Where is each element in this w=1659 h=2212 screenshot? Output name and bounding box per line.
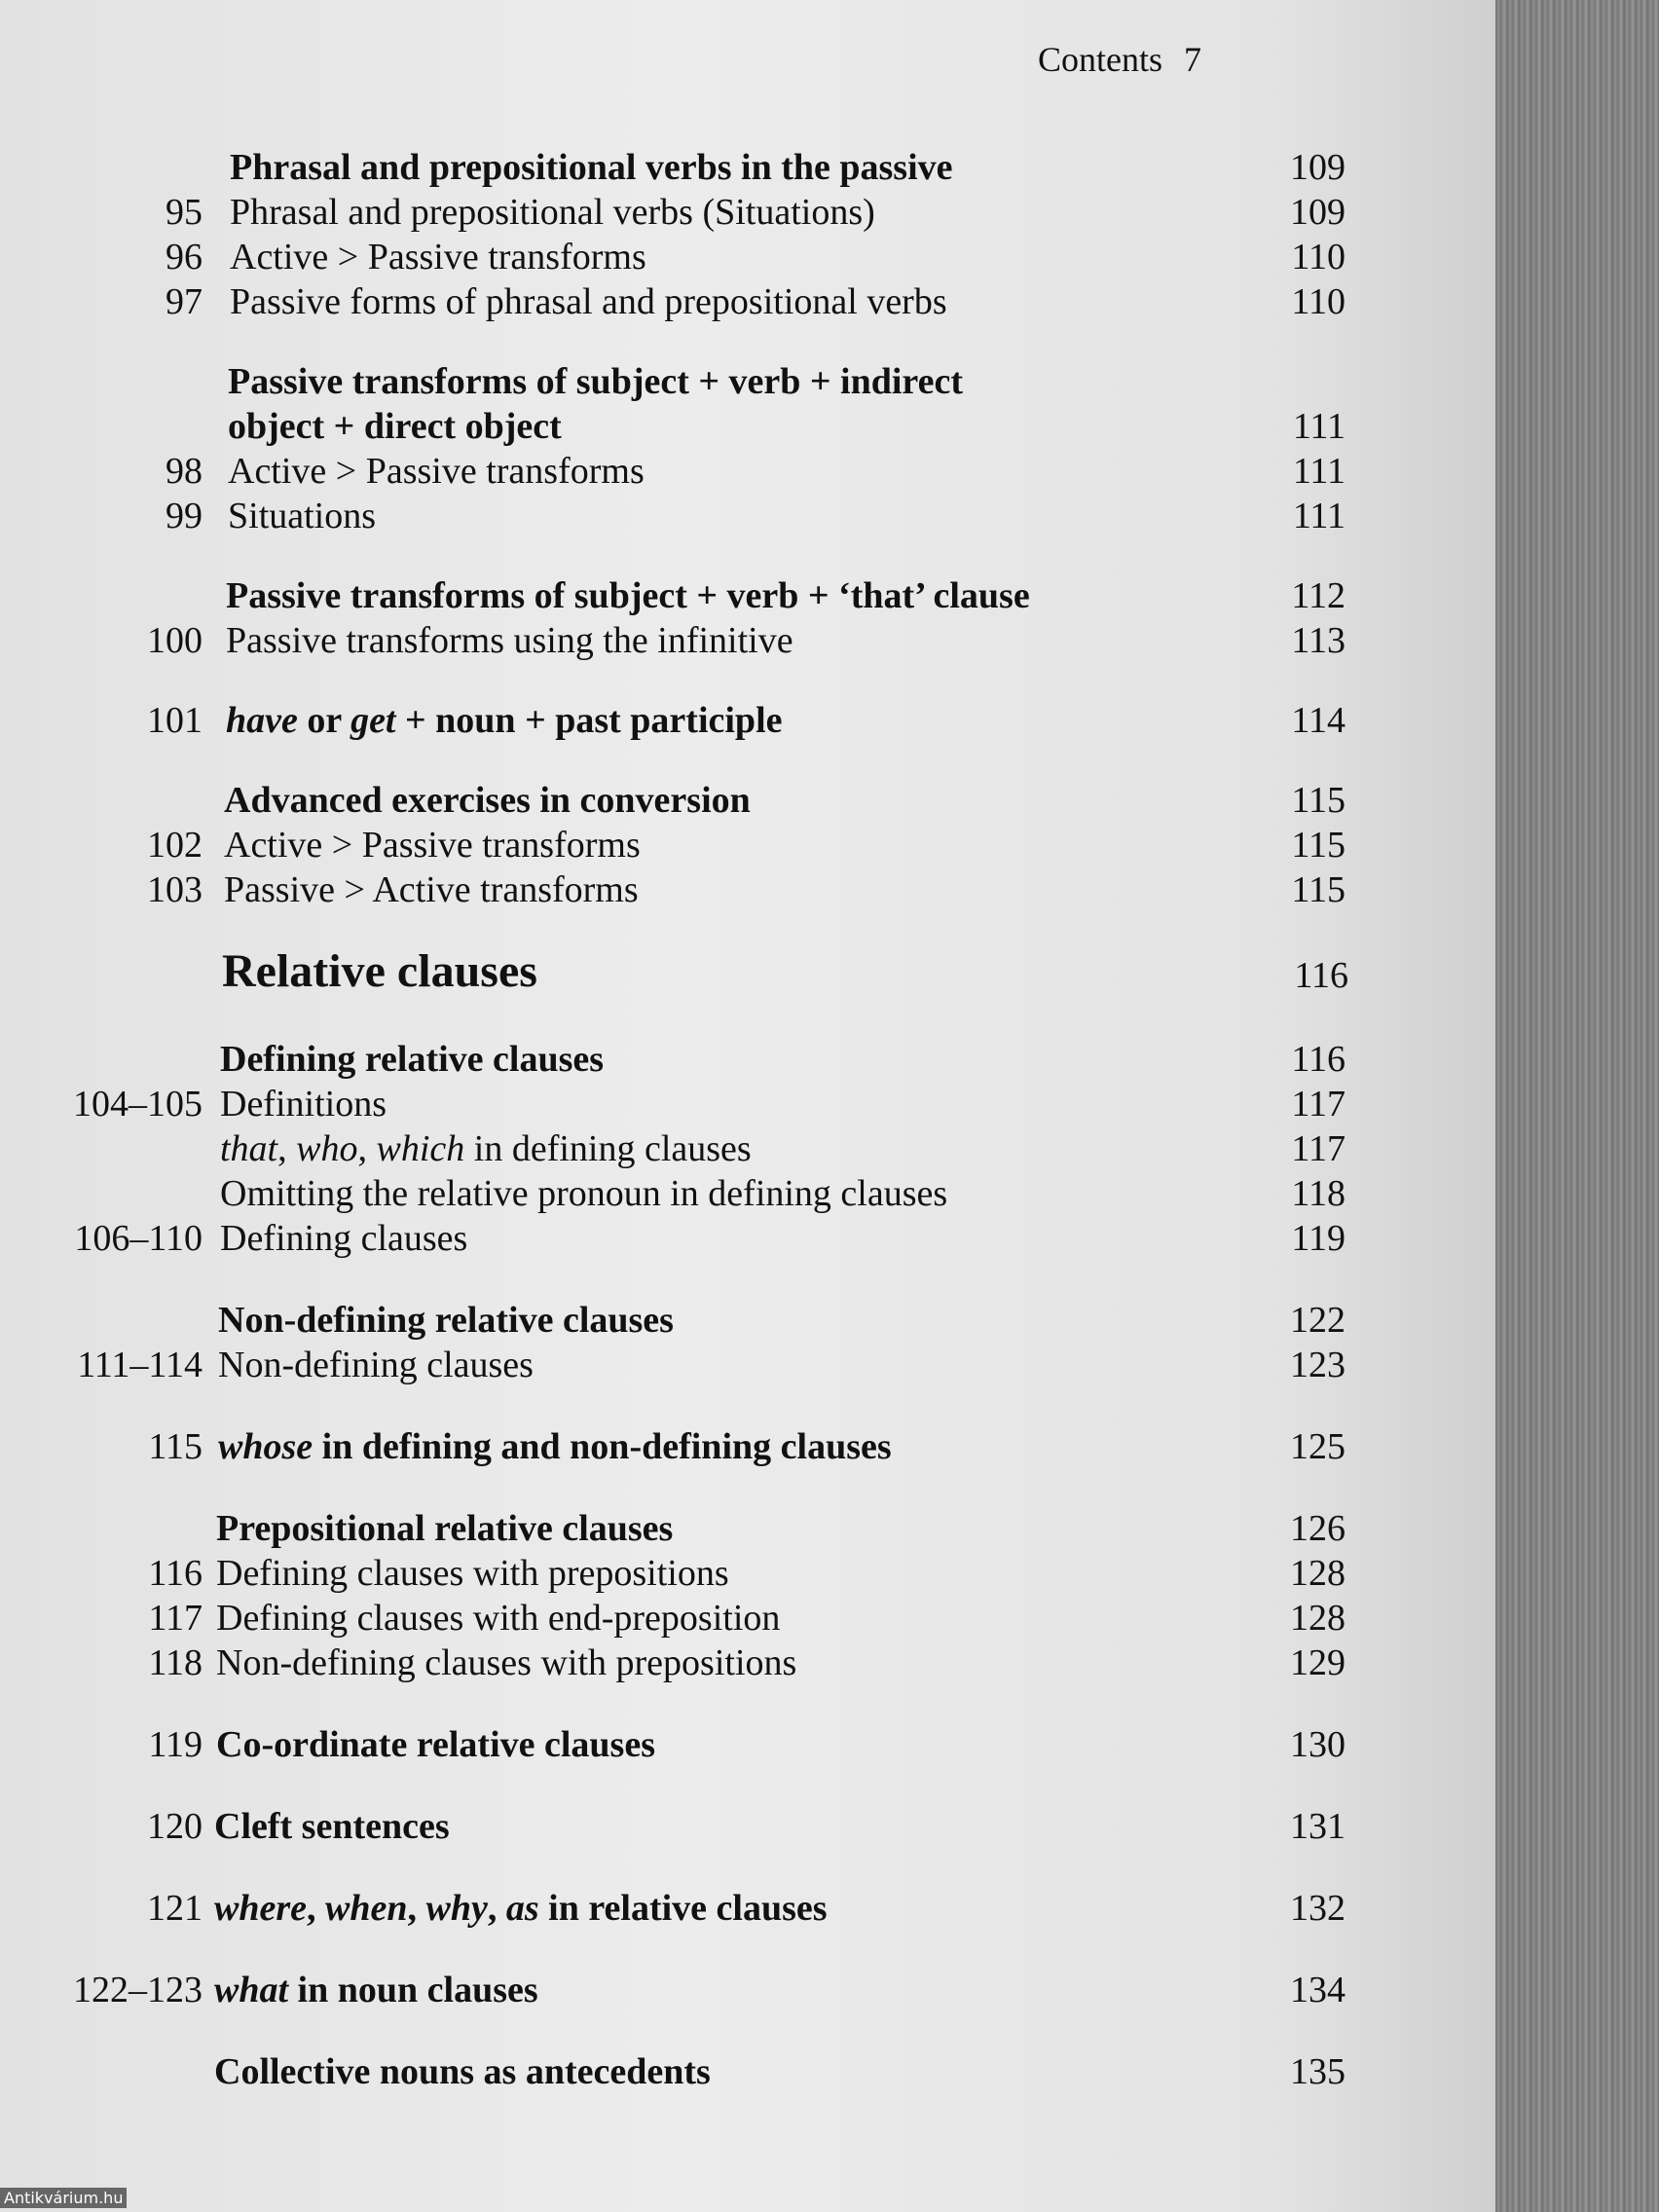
page-number: 115 xyxy=(1291,825,1346,866)
toc-entry xyxy=(0,1038,1353,1085)
exercise-number: 106–110 xyxy=(74,1218,203,1259)
toc-entry xyxy=(0,1552,1353,1599)
entry-title: Omitting the relative pronoun in defining clauses xyxy=(220,1173,948,1214)
page-number: 116 xyxy=(1291,1039,1346,1080)
page-number: 118 xyxy=(1291,1173,1346,1214)
page-number: 125 xyxy=(1290,1426,1346,1467)
entry-title: that, who, which in defining clauses xyxy=(220,1128,752,1169)
page-number: 111 xyxy=(1292,451,1346,492)
entry-title: Active > Passive transforms xyxy=(230,237,646,277)
entry-title: where, when, why, as in relative clauses xyxy=(214,1888,828,1929)
exercise-number: 119 xyxy=(148,1724,203,1765)
page-number: 109 xyxy=(1290,147,1346,188)
page-number: 130 xyxy=(1290,1724,1346,1765)
page-number: 110 xyxy=(1291,281,1346,322)
toc-entry xyxy=(0,699,1353,746)
toc-entry xyxy=(0,1507,1353,1554)
exercise-number: 97 xyxy=(166,281,203,322)
page-number: 111 xyxy=(1292,496,1346,536)
toc-entry xyxy=(0,1805,1353,1852)
toc-entry xyxy=(0,1597,1353,1643)
exercise-number: 103 xyxy=(147,869,203,910)
toc-entry xyxy=(0,146,1353,193)
toc-entry xyxy=(0,405,1353,452)
page-number: 129 xyxy=(1290,1642,1346,1683)
toc-entry xyxy=(0,868,1353,915)
toc-entry xyxy=(0,1217,1353,1264)
page-number: 123 xyxy=(1290,1345,1346,1385)
exercise-number: 120 xyxy=(147,1806,203,1847)
entry-title: Passive transforms using the infinitive xyxy=(226,620,793,661)
page-number: 115 xyxy=(1291,869,1346,910)
entry-title: Active > Passive transforms xyxy=(228,451,645,492)
exercise-number: 111–114 xyxy=(77,1345,203,1385)
toc-entry xyxy=(0,2050,1353,2097)
entry-title: Relative clauses xyxy=(222,945,537,997)
entry-title: have or get + noun + past participle xyxy=(226,700,783,741)
page-number: 128 xyxy=(1290,1598,1346,1639)
toc-entry xyxy=(0,574,1353,621)
page-number: 109 xyxy=(1290,192,1346,233)
entry-title: Cleft sentences xyxy=(214,1806,450,1847)
entry-title: Situations xyxy=(228,496,377,536)
exercise-number: 122–123 xyxy=(73,1970,203,2010)
toc-entry xyxy=(0,619,1353,666)
page-edge xyxy=(1495,0,1659,2212)
page-number: 117 xyxy=(1291,1084,1346,1124)
entry-title: Definitions xyxy=(220,1084,387,1124)
exercise-number: 104–105 xyxy=(73,1084,203,1124)
entry-title: Passive transforms of subject + verb + indirect xyxy=(228,361,963,402)
exercise-number: 100 xyxy=(147,620,203,661)
exercise-number: 95 xyxy=(166,192,203,233)
entry-title: Passive transforms of subject + verb + ‘that’ clause xyxy=(226,575,1030,616)
entry-title: Advanced exercises in conversion xyxy=(224,780,751,821)
toc-entry xyxy=(0,1299,1353,1346)
toc-entry xyxy=(0,236,1353,282)
toc-entry xyxy=(0,1969,1353,2015)
toc-entry xyxy=(0,945,1353,997)
toc-entry xyxy=(0,779,1353,826)
entry-title: Defining clauses with prepositions xyxy=(216,1553,729,1594)
toc-entry xyxy=(0,360,1353,407)
page-number: 122 xyxy=(1290,1300,1346,1341)
entry-title: Prepositional relative clauses xyxy=(216,1508,674,1549)
entry-title: Defining clauses with end-preposition xyxy=(216,1598,781,1639)
entry-title: object + direct object xyxy=(228,406,562,447)
toc-entry xyxy=(0,1127,1353,1174)
watermark: Antikvárium.hu xyxy=(0,2188,127,2208)
page-number: 111 xyxy=(1292,406,1346,447)
exercise-number: 98 xyxy=(166,451,203,492)
exercise-number: 117 xyxy=(148,1598,203,1639)
entry-title: Non-defining clauses xyxy=(218,1345,534,1385)
toc-entry xyxy=(0,1641,1353,1688)
exercise-number: 102 xyxy=(147,825,203,866)
toc-entry xyxy=(0,191,1353,238)
entry-title: Non-defining clauses with prepositions xyxy=(216,1642,797,1683)
entry-title: Defining clauses xyxy=(220,1218,468,1259)
toc-entry xyxy=(0,1344,1353,1390)
toc-entry xyxy=(0,824,1353,870)
entry-title: Phrasal and prepositional verbs (Situations) xyxy=(230,192,875,233)
running-header xyxy=(1038,39,1201,80)
toc-entry xyxy=(0,1887,1353,1934)
page-number: 114 xyxy=(1291,700,1346,741)
entry-title: Passive > Active transforms xyxy=(224,869,639,910)
toc-entry xyxy=(0,1425,1353,1472)
page-number: 134 xyxy=(1290,1970,1346,2010)
entry-title: Collective nouns as antecedents xyxy=(214,2051,711,2092)
page-number: 113 xyxy=(1291,620,1346,661)
exercise-number: 121 xyxy=(147,1888,203,1929)
toc-entry xyxy=(0,495,1353,541)
page-number: 131 xyxy=(1290,1806,1346,1847)
header-label: Contents xyxy=(1038,40,1163,79)
page-number: 119 xyxy=(1291,1218,1346,1259)
exercise-number: 118 xyxy=(148,1642,203,1683)
page-number: 112 xyxy=(1291,575,1346,616)
entry-title: Passive forms of phrasal and prepositional verbs xyxy=(230,281,947,322)
page-number: 135 xyxy=(1290,2051,1346,2092)
entry-title: Active > Passive transforms xyxy=(224,825,641,866)
toc-entry xyxy=(0,1723,1353,1770)
exercise-number: 101 xyxy=(147,700,203,741)
entry-title: Co-ordinate relative clauses xyxy=(216,1724,655,1765)
exercise-number: 116 xyxy=(148,1553,203,1594)
page-number: 132 xyxy=(1290,1888,1346,1929)
entry-title: Non-defining relative clauses xyxy=(218,1300,674,1341)
toc-entry xyxy=(0,1172,1353,1219)
toc-entry xyxy=(0,1083,1353,1129)
entry-title: Phrasal and prepositional verbs in the passive xyxy=(230,147,953,188)
page-number: 126 xyxy=(1290,1508,1346,1549)
page-number: 110 xyxy=(1291,237,1346,277)
exercise-number: 115 xyxy=(148,1426,203,1467)
toc-entry xyxy=(0,280,1353,327)
exercise-number: 96 xyxy=(166,237,203,277)
entry-title: what in noun clauses xyxy=(214,1970,538,2010)
toc-entry xyxy=(0,450,1353,497)
page-number: 115 xyxy=(1291,780,1346,821)
page-number: 117 xyxy=(1291,1128,1346,1169)
exercise-number: 99 xyxy=(166,496,203,536)
entry-title: Defining relative clauses xyxy=(220,1039,605,1080)
page-number: 128 xyxy=(1290,1553,1346,1594)
page-number: 116 xyxy=(1294,955,1348,996)
header-page-number: 7 xyxy=(1184,40,1202,79)
entry-title: whose in defining and non-defining clauses xyxy=(218,1426,892,1467)
